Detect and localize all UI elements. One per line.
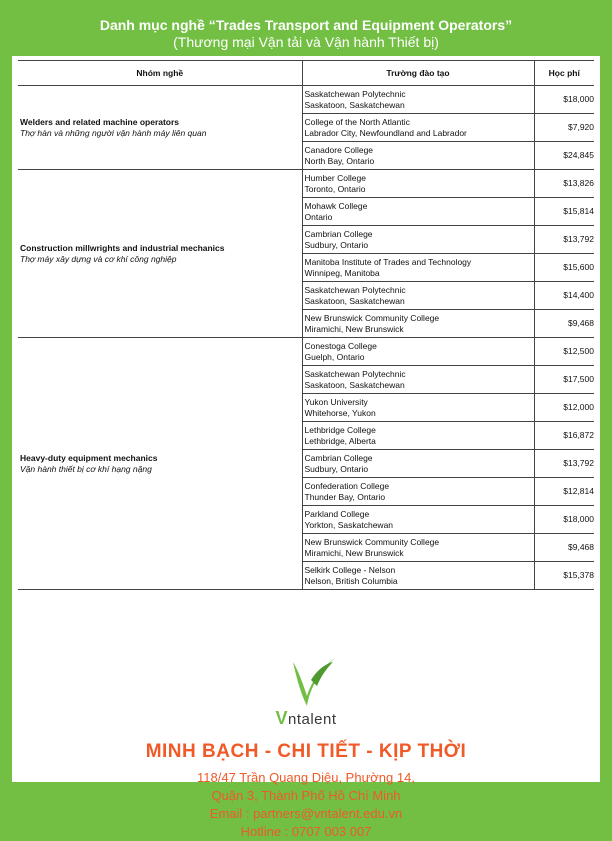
- column-header-school: Trường đào tạo: [302, 61, 534, 86]
- school-cell: [302, 506, 534, 534]
- school-location: Sudbury, Ontario: [304, 463, 369, 474]
- tuition-fee: $16,872: [534, 422, 594, 450]
- tuition-fee: $12,000: [534, 394, 594, 422]
- brand-rest: ntalent: [287, 711, 337, 728]
- school-cell: [302, 478, 534, 506]
- school-cell: [302, 450, 534, 478]
- school-location: North Bay, Ontario: [304, 155, 375, 166]
- tuition-fee: $9,468: [534, 310, 594, 338]
- tuition-fee: $17,500: [534, 366, 594, 394]
- school-cell: [302, 310, 534, 338]
- contact-hotline[interactable]: Hotline : 0707 003 007: [240, 824, 372, 839]
- school-cell: [302, 422, 534, 450]
- tagline: MINH BẠCH - CHI TIẾT - KỊP THỜI: [145, 741, 467, 762]
- school-name: Lethbridge College: [304, 424, 376, 435]
- address-line-1: 118/47 Trần Quang Diệu, Phường 14,: [197, 770, 415, 785]
- tuition-fee: $15,378: [534, 562, 594, 590]
- tuition-fee: $24,845: [534, 142, 594, 170]
- school-location: Toronto, Ontario: [304, 183, 366, 194]
- school-name: Saskatchewan Polytechnic: [304, 88, 406, 99]
- school-name: New Brunswick Community College: [304, 312, 440, 323]
- tuition-fee: $12,814: [534, 478, 594, 506]
- school-location: Whitehorse, Yukon: [304, 407, 376, 418]
- school-location: Nelson, British Columbia: [304, 575, 398, 586]
- tuition-fee: $12,500: [534, 338, 594, 366]
- tuition-fee: $13,826: [534, 170, 594, 198]
- school-name: Canadore College: [304, 144, 374, 155]
- tuition-fee: $9,468: [534, 534, 594, 562]
- school-cell: [302, 366, 534, 394]
- column-header-group: Nhóm nghề: [18, 61, 302, 86]
- page-title: Danh mục nghề “Trades Transport and Equipment Operators”: [99, 17, 513, 33]
- content-panel: [12, 56, 600, 839]
- tuition-fee: $14,400: [534, 282, 594, 310]
- school-name: New Brunswick Community College: [304, 536, 440, 547]
- trade-group-name-vi: Vận hành thiết bị cơ khí hạng nặng: [20, 463, 152, 474]
- school-name: Conestoga College: [304, 340, 377, 351]
- trade-group-cell: [18, 86, 302, 170]
- school-location: Lethbridge, Alberta: [304, 435, 376, 446]
- school-location: Thunder Bay, Ontario: [304, 491, 386, 502]
- trade-group-name: Welders and related machine operators: [20, 116, 180, 127]
- school-cell: [302, 282, 534, 310]
- trade-group-name: Heavy-duty equipment mechanics: [20, 452, 158, 463]
- school-location: Saskatoon, Saskatchewan: [304, 99, 405, 110]
- school-location: Miramichi, New Brunswick: [304, 547, 404, 558]
- trade-group-cell: [18, 338, 302, 590]
- table-header-row: [18, 61, 594, 86]
- school-cell: [302, 562, 534, 590]
- tuition-fee: $15,814: [534, 198, 594, 226]
- school-name: Saskatchewan Polytechnic: [304, 368, 406, 379]
- school-name: Mohawk College: [304, 200, 368, 211]
- page-subtitle: (Thương mại Vận tải và Vận hành Thiết bị): [173, 34, 439, 50]
- table-row: [18, 86, 594, 114]
- contact-email[interactable]: Email : partners@vntalent.edu.vn: [209, 806, 403, 821]
- school-location: Saskatoon, Saskatchewan: [304, 295, 405, 306]
- school-cell: [302, 338, 534, 366]
- school-cell: [302, 170, 534, 198]
- tuition-fee: $13,792: [534, 226, 594, 254]
- trade-group-name: Construction millwrights and industrial mechanics: [20, 242, 225, 253]
- school-cell: [302, 534, 534, 562]
- trade-group-cell: [18, 170, 302, 338]
- school-location: Yorkton, Saskatchewan: [304, 519, 394, 530]
- trade-group-name-vi: Thợ hàn và những người vận hành máy liên quan: [20, 127, 207, 138]
- tuition-fee: $18,000: [534, 506, 594, 534]
- school-location: Winnipeg, Manitoba: [304, 267, 380, 278]
- school-name: College of the North Atlantic: [304, 116, 410, 127]
- school-location: Miramichi, New Brunswick: [304, 323, 404, 334]
- school-cell: [302, 86, 534, 114]
- school-name: Parkland College: [304, 508, 370, 519]
- tuition-fee: $18,000: [534, 86, 594, 114]
- school-location: Sudbury, Ontario: [304, 239, 369, 250]
- school-location: Labrador City, Newfoundland and Labrador: [304, 127, 467, 138]
- school-name: Humber College: [304, 172, 366, 183]
- tuition-fee: $13,792: [534, 450, 594, 478]
- school-location: Saskatoon, Saskatchewan: [304, 379, 405, 390]
- school-name: Cambrian College: [304, 228, 373, 239]
- school-name: Cambrian College: [304, 452, 373, 463]
- school-name: Saskatchewan Polytechnic: [304, 284, 406, 295]
- column-header-fee: Học phí: [534, 61, 594, 86]
- school-name: Manitoba Institute of Trades and Technology: [304, 256, 472, 267]
- school-name: Confederation College: [304, 480, 390, 491]
- school-cell: [302, 254, 534, 282]
- vntalent-logo-icon: [271, 654, 341, 710]
- school-cell: [302, 394, 534, 422]
- page-header: [0, 0, 612, 56]
- table-row: [18, 170, 594, 198]
- school-cell: [302, 142, 534, 170]
- footer: [12, 654, 600, 841]
- table-row: [18, 338, 594, 366]
- courses-table: [18, 60, 594, 590]
- school-location: Guelph, Ontario: [304, 351, 365, 362]
- tuition-fee: $7,920: [534, 114, 594, 142]
- school-cell: [302, 226, 534, 254]
- school-name: Yukon University: [304, 396, 368, 407]
- school-cell: [302, 114, 534, 142]
- tuition-fee: $15,600: [534, 254, 594, 282]
- trade-group-name-vi: Thợ máy xây dựng và cơ khí công nghiệp: [20, 253, 177, 264]
- school-location: Ontario: [304, 211, 333, 222]
- school-name: Selkirk College - Nelson: [304, 564, 396, 575]
- address-line-2: Quận 3, Thành Phố Hồ Chí Minh: [211, 788, 401, 803]
- brand-initial: V: [275, 708, 288, 728]
- brand-name: [12, 708, 600, 729]
- school-cell: [302, 198, 534, 226]
- table-body: [18, 86, 594, 590]
